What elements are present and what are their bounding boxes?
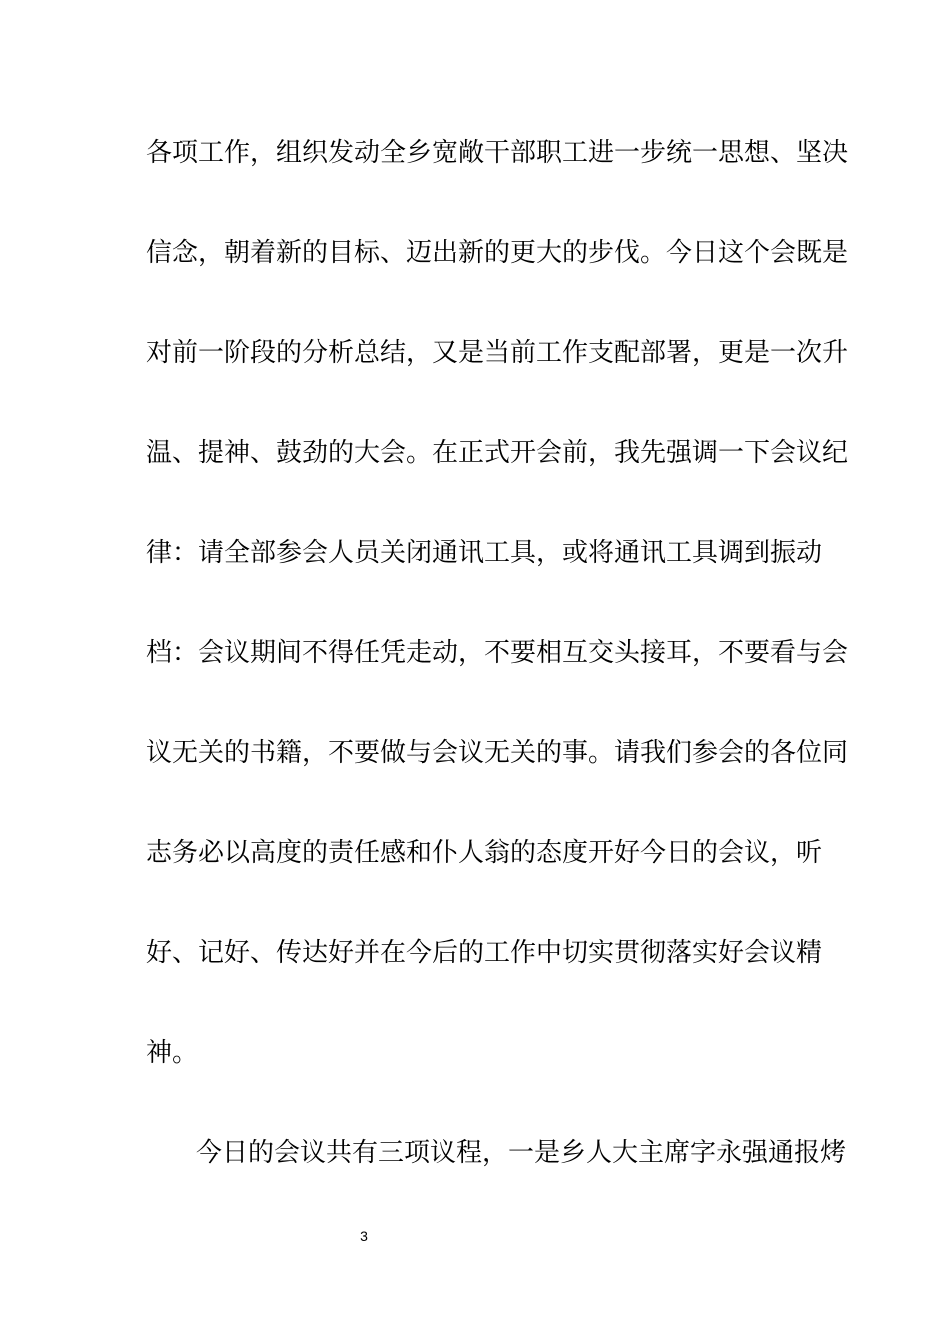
text-line: 好、记好、传达好并在今后的工作中切实贯彻落实好会议精 (146, 938, 823, 968)
text-line: 温、提神、鼓劲的大会。在正式开会前，我先强调一下会议纪 (146, 438, 849, 468)
page-number: 3 (360, 1228, 368, 1244)
text-line: 档：会议期间不得任凭走动，不要相互交头接耳，不要看与会 (146, 638, 849, 668)
text-line: 对前一阶段的分析总结，又是当前工作支配部署，更是一次升 (146, 338, 849, 368)
text-line: 各项工作，组织发动全乡宽敞干部职工进一步统一思想、坚决 (146, 138, 849, 168)
text-line: 议无关的书籍，不要做与会议无关的事。请我们参会的各位同 (146, 738, 849, 768)
text-line: 志务必以高度的责任感和仆人翁的态度开好今日的会议，听 (146, 838, 823, 868)
text-line: 律：请全部参会人员关闭通讯工具，或将通讯工具调到振动 (146, 538, 823, 568)
text-line: 神。 (146, 1038, 199, 1068)
text-line: 今日的会议共有三项议程，一是乡人大主席字永强通报烤 (196, 1138, 847, 1168)
text-line: 信念，朝着新的目标、迈出新的更大的步伐。今日这个会既是 (146, 238, 849, 268)
